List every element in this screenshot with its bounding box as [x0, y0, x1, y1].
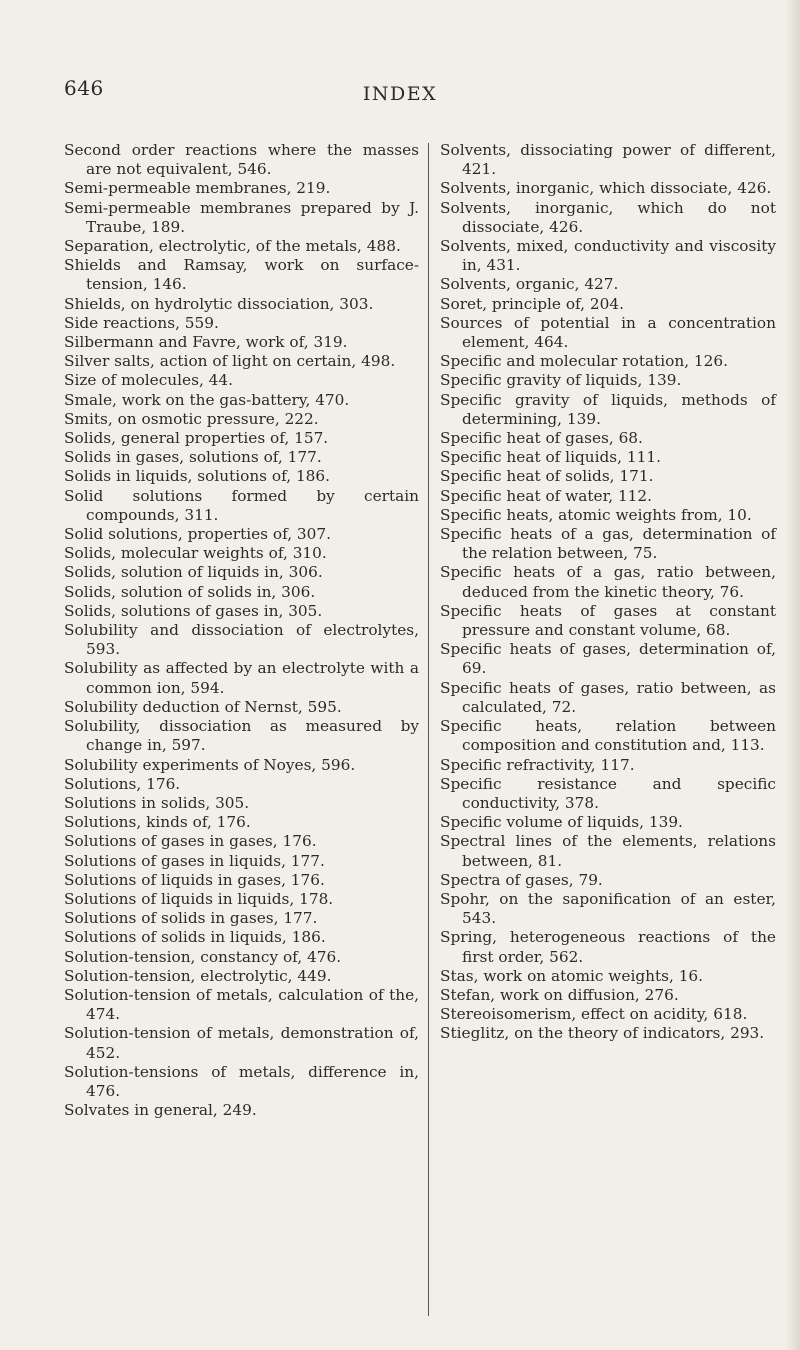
index-entry: Solids in liquids, solutions of, 186.: [64, 467, 330, 486]
index-entry: Silver salts, action of light on certain, 498.: [64, 352, 396, 371]
index-entry: Specific heats of gases, determination of, 69.: [440, 640, 776, 678]
index-entry: Specific gravity of liquids, 139.: [440, 371, 682, 390]
index-entry: Stas, work on atomic weights, 16.: [440, 966, 704, 985]
index-entry: Solutions of solids in liquids, 186.: [64, 928, 326, 947]
index-entry: Shields and Ramsay, work on surface-tension, 146.: [64, 256, 419, 294]
index-entry: Solid solutions formed by certain compounds, 311.: [64, 486, 419, 524]
index-entry: Solubility as affected by an electrolyte with a common ion, 594.: [64, 659, 419, 697]
index-entry: Solutions of solids in gases, 177.: [64, 909, 318, 928]
page-title: INDEX: [362, 83, 438, 105]
index-entry: Solids, molecular weights of, 310.: [64, 544, 327, 563]
index-entry: Stieglitz, on the theory of indicators, 293.: [440, 1024, 765, 1043]
index-entry: Stefan, work on diffusion, 276.: [440, 985, 679, 1004]
index-column-right: [440, 141, 776, 1044]
index-entry: Solutions, 176.: [64, 774, 181, 793]
index-entry: Solids, solution of liquids in, 306.: [64, 563, 323, 582]
index-entry: Solution-tensions of metals, difference in, 476.: [64, 1062, 419, 1100]
index-entry: Separation, electrolytic, of the metals, 488.: [64, 237, 401, 256]
index-entry: Spectra of gases, 79.: [440, 870, 603, 889]
page-edge-shadow: [786, 0, 800, 1350]
index-entry: Specific heats of gases, ratio between, as calculated, 72.: [440, 678, 776, 716]
index-entry: Spohr, on the saponification of an ester, 543.: [440, 889, 776, 928]
index-entry: Spectral lines of the elements, relations between, 81.: [440, 832, 776, 870]
index-entry: Solid solutions, properties of, 307.: [64, 525, 331, 544]
index-entry: Specific gravity of liquids, methods of determining, 139.: [440, 390, 776, 428]
index-entry: Solids, solutions of gases in, 305.: [64, 601, 323, 620]
index-entry: Spring, heterogeneous reactions of the first order, 562.: [440, 928, 776, 966]
index-column-left: [64, 141, 419, 1120]
index-entry: Specific heat of gases, 68.: [440, 429, 643, 448]
index-entry: Specific heat of water, 112.: [440, 486, 653, 505]
index-entry: Sources of potential in a concentration element, 464.: [440, 313, 776, 352]
index-entry: Specific heats of a gas, ratio between, deduced from the kinetic theory, 76.: [440, 563, 776, 601]
index-entry: Side reactions, 559.: [64, 313, 219, 332]
index-entry: Solutions of gases in gases, 176.: [64, 832, 317, 851]
index-entry: Second order reactions where the masses are not equivalent, 546.: [64, 141, 419, 179]
index-entry: Size of molecules, 44.: [64, 371, 234, 390]
index-entry: Specific resistance and specific conductivity, 378.: [440, 774, 776, 812]
index-entry: Semi-permeable membranes prepared by J. Traube, 189.: [64, 198, 419, 236]
index-entry: Stereoisomerism, effect on acidity, 618.: [440, 1005, 748, 1024]
index-entry: Solution-tension of metals, calculation of the, 474.: [64, 985, 419, 1024]
index-entry: Specific heat of liquids, 111.: [440, 448, 661, 467]
index-entry: Solvents, mixed, conductivity and viscosity in, 431.: [440, 237, 776, 275]
index-entry: Solvents, inorganic, which do not dissociate, 426.: [440, 198, 776, 236]
column-divider: [428, 143, 429, 1316]
index-entry: Solids, solution of solids in, 306.: [64, 582, 316, 601]
index-entry: Solution-tension of metals, demonstration of, 452.: [64, 1024, 419, 1062]
index-entry: Soret, principle of, 204.: [440, 294, 624, 313]
index-entry: Solubility and dissociation of electrolytes, 593.: [64, 621, 419, 659]
index-entry: Solutions, kinds of, 176.: [64, 813, 251, 832]
index-entry: Silbermann and Favre, work of, 319.: [64, 333, 348, 352]
index-entry: Shields, on hydrolytic dissociation, 303.: [64, 294, 374, 313]
index-entry: Specific heats, atomic weights from, 10.: [440, 505, 752, 524]
index-entry: Solubility, dissociation as measured by change in, 597.: [64, 717, 419, 755]
index-entry: Solution-tension, constancy of, 476.: [64, 947, 342, 966]
index-entry: Specific and molecular rotation, 126.: [440, 352, 728, 371]
index-entry: Solvates in general, 249.: [64, 1101, 257, 1120]
index-entry: Specific volume of liquids, 139.: [440, 813, 683, 832]
index-entry: Specific heats of a gas, determination of the relation between, 75.: [440, 525, 776, 563]
index-entry: Specific heats of gases at constant pressure and constant volume, 68.: [440, 601, 776, 640]
index-entry: Solutions of liquids in liquids, 178.: [64, 889, 334, 908]
index-entry: Specific heats, relation between composition and constitution and, 113.: [440, 717, 776, 755]
index-entry: Smits, on osmotic pressure, 222.: [64, 409, 319, 428]
index-entry: Semi-permeable membranes, 219.: [64, 179, 331, 198]
index-entry: Specific heat of solids, 171.: [440, 467, 654, 486]
index-entry: Smale, work on the gas-battery, 470.: [64, 390, 350, 409]
index-entry: Solutions of liquids in gases, 176.: [64, 870, 325, 889]
index-entry: Solubility experiments of Noyes, 596.: [64, 755, 356, 774]
index-entry: Solvents, organic, 427.: [440, 275, 619, 294]
index-entry: Solvents, inorganic, which dissociate, 426.: [440, 179, 772, 198]
page-number: 646: [64, 76, 104, 100]
index-entry: Solution-tension, electrolytic, 449.: [64, 966, 332, 985]
index-entry: Solids in gases, solutions of, 177.: [64, 448, 322, 467]
index-entry: Specific refractivity, 117.: [440, 755, 635, 774]
index-entry: Solubility deduction of Nernst, 595.: [64, 697, 342, 716]
index-entry: Solvents, dissociating power of different, 421.: [440, 141, 776, 179]
index-entry: Solutions in solids, 305.: [64, 793, 250, 812]
index-entry: Solutions of gases in liquids, 177.: [64, 851, 325, 870]
index-entry: Solids, general properties of, 157.: [64, 429, 329, 448]
